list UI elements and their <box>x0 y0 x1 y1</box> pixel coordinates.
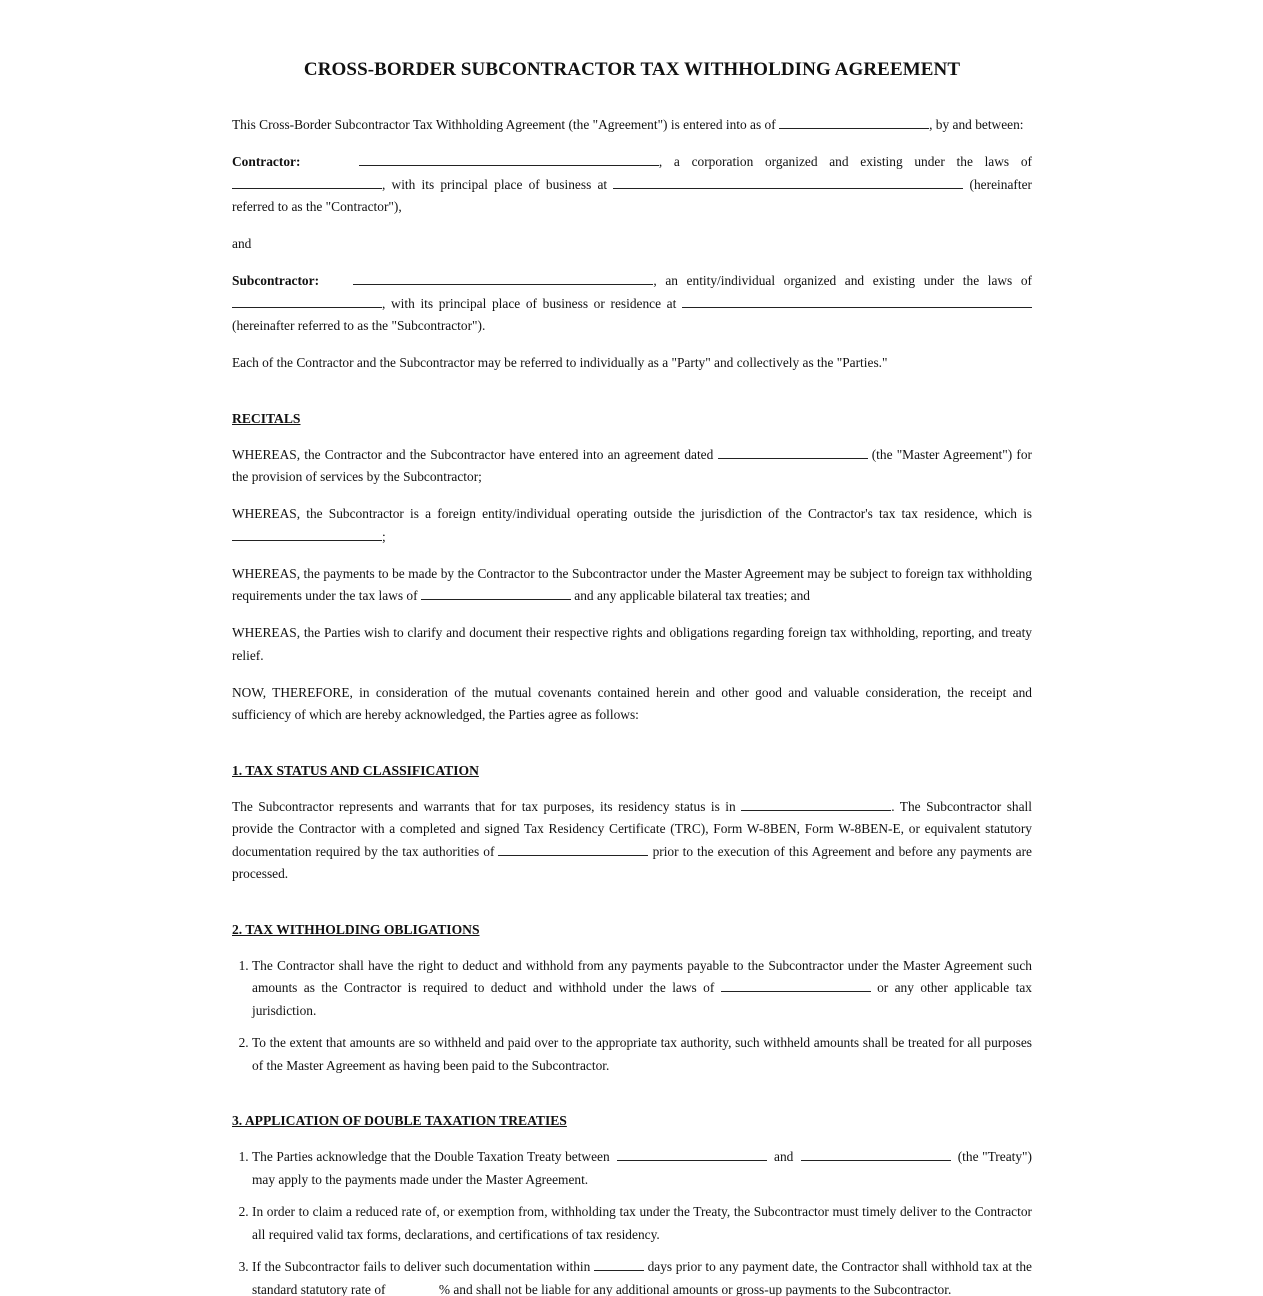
section-3-item-3-text-end: % and shall not be liable for any additional amounts or gross-up payments to the Subcontractor. <box>438 1281 952 1296</box>
tax-residence-blank[interactable] <box>232 528 382 541</box>
document-body <box>232 58 1032 1296</box>
section-2-list <box>232 955 1032 1078</box>
subcontractor-jurisdiction-blank[interactable] <box>232 295 382 308</box>
section-3-item-1-text: The Parties acknowledge that the Double Taxation Treaty between <box>252 1149 610 1164</box>
effective-date-blank[interactable] <box>779 116 929 129</box>
recital-3 <box>232 563 1032 608</box>
intro-text: This Cross-Border Subcontractor Tax Withholding Agreement (the "Agreement") is entered into as of <box>232 117 776 132</box>
foreign-tax-laws-blank[interactable] <box>421 587 571 600</box>
recital-3-text-end: and any applicable bilateral tax treaties; and <box>574 588 810 603</box>
tax-authority-blank[interactable] <box>498 843 648 856</box>
now-therefore-paragraph: NOW, THEREFORE, in consideration of the mutual covenants contained herein and other good and valuable consideration, the receipt and sufficiency of which are hereby acknowledged, the Parties agree as follows: <box>232 684 1032 722</box>
list-item <box>252 955 1032 1023</box>
contractor-jurisdiction-blank[interactable] <box>232 176 382 189</box>
residency-status-blank[interactable] <box>741 798 891 811</box>
recital-1-text-end: (the "Master Agreement") for the provision of services by the Subcontractor; <box>232 446 1032 484</box>
subcontractor-name-blank[interactable] <box>353 272 653 285</box>
section-2-item-2-text: To the extent that amounts are so withheld and paid over to the appropriate tax authority, such withheld amounts shall be treated for all purposes of the Master Agreement as having been paid to the Subcontractor. <box>252 1035 1032 1073</box>
section-3-item-1-and: and <box>774 1149 794 1164</box>
and-paragraph: and <box>232 236 252 251</box>
recital-1-text: WHEREAS, the Contractor and the Subcontractor have entered into an agreement dated <box>232 446 714 462</box>
section-1-heading: 1. TAX STATUS AND CLASSIFICATION <box>232 762 479 778</box>
subcontractor-text-3: (hereinafter referred to as the "Subcontractor"). <box>232 318 486 333</box>
contractor-label: Contractor: <box>232 154 301 169</box>
withholding-laws-blank[interactable] <box>721 979 871 992</box>
section-3-list <box>232 1146 1032 1296</box>
contractor-address-blank[interactable] <box>613 176 963 189</box>
treaty-country-1-blank[interactable] <box>617 1148 767 1161</box>
contractor-text-1: , a corporation organized and existing under the laws of <box>658 154 1032 169</box>
section-3-heading: 3. APPLICATION OF DOUBLE TAXATION TREATIES <box>232 1113 567 1128</box>
treaty-country-2-blank[interactable] <box>801 1148 951 1161</box>
contractor-text-2: , with its principal place of business at <box>382 176 608 192</box>
section-2-item-1-text-end: or any other applicable tax jurisdiction. <box>252 980 1032 1018</box>
section-3-item-2-text: In order to claim a reduced rate of, or exemption from, withholding tax under the Treaty, the Subcontractor must timely deliver to the Contractor all required valid tax forms, declarations, and certifications of tax residency. <box>252 1204 1032 1242</box>
section-3-item-3-text: If the Subcontractor fails to deliver such documentation within <box>252 1259 591 1274</box>
section-3-item-1-text-end: (the "Treaty") may apply to the payments made under the Master Agreement. <box>252 1149 1032 1187</box>
section-2-heading: 2. TAX WITHHOLDING OBLIGATIONS <box>232 921 480 937</box>
recitals-heading: RECITALS <box>232 410 301 426</box>
subcontractor-paragraph <box>232 270 1032 338</box>
subcontractor-label: Subcontractor: <box>232 273 320 288</box>
subcontractor-address-blank[interactable] <box>682 295 1032 308</box>
recital-4: WHEREAS, the Parties wish to clarify and document their respective rights and obligations regarding foreign tax withholding, reporting, and treaty relief. <box>232 625 1032 663</box>
section-3-item-3-text-mid: days prior to any payment date, the Contractor shall withhold tax at the standard statutory rate of <box>252 1259 1032 1296</box>
parties-paragraph: Each of the Contractor and the Subcontractor may be referred to individually as a "Party" and collectively as the "Parties." <box>232 355 888 370</box>
list-item <box>252 1256 1032 1296</box>
contractor-paragraph <box>232 151 1032 219</box>
list-item <box>252 1146 1032 1191</box>
subcontractor-text-2: , with its principal place of business or residence at <box>382 295 677 311</box>
section-1-paragraph <box>232 796 1032 886</box>
list-item <box>252 1032 1032 1077</box>
document-title: CROSS-BORDER SUBCONTRACTOR TAX WITHHOLDING AGREEMENT <box>303 59 961 80</box>
recital-1 <box>232 444 1032 489</box>
intro-text-end: , by and between: <box>929 117 1024 132</box>
contractor-text-3: (hereinafter referred to as the "Contractor"), <box>232 176 1032 214</box>
list-item <box>252 1201 1032 1246</box>
section-1-text-1: The Subcontractor represents and warrants that for tax purposes, its residency status is in <box>232 798 736 814</box>
recital-2-text-end: ; <box>382 528 386 544</box>
days-blank[interactable] <box>594 1258 644 1271</box>
recital-2 <box>232 503 1032 548</box>
recital-2-text: WHEREAS, the Subcontractor is a foreign entity/individual operating outside the jurisdiction of the Contractor's tax tax residence, which is <box>232 506 1032 521</box>
section-2-item-1-text: The Contractor shall have the right to deduct and withhold from any payments payable to the Subcontractor under the Master Agreement such amounts as the Contractor is required to deduct and withhold under the laws of <box>252 957 1032 995</box>
recital-3-text: WHEREAS, the payments to be made by the Contractor to the Subcontractor under the Master Agreement may be subject to foreign tax withholding requirements under the tax laws of <box>232 565 1032 603</box>
master-agreement-date-blank[interactable] <box>718 446 868 459</box>
section-1-text-3: prior to the execution of this Agreement and before any payments are processed. <box>232 843 1032 881</box>
contractor-name-blank[interactable] <box>359 153 659 166</box>
intro-paragraph <box>232 114 1032 137</box>
subcontractor-text-1: , an entity/individual organized and existing under the laws of <box>653 273 1033 288</box>
section-1-text-2: . The Subcontractor shall provide the Contractor with a completed and signed Tax Residency Certificate (TRC), Form W-8BEN, Form W-8BEN-E, or equivalent statutory documentation required by the tax authorities of <box>232 798 1032 859</box>
